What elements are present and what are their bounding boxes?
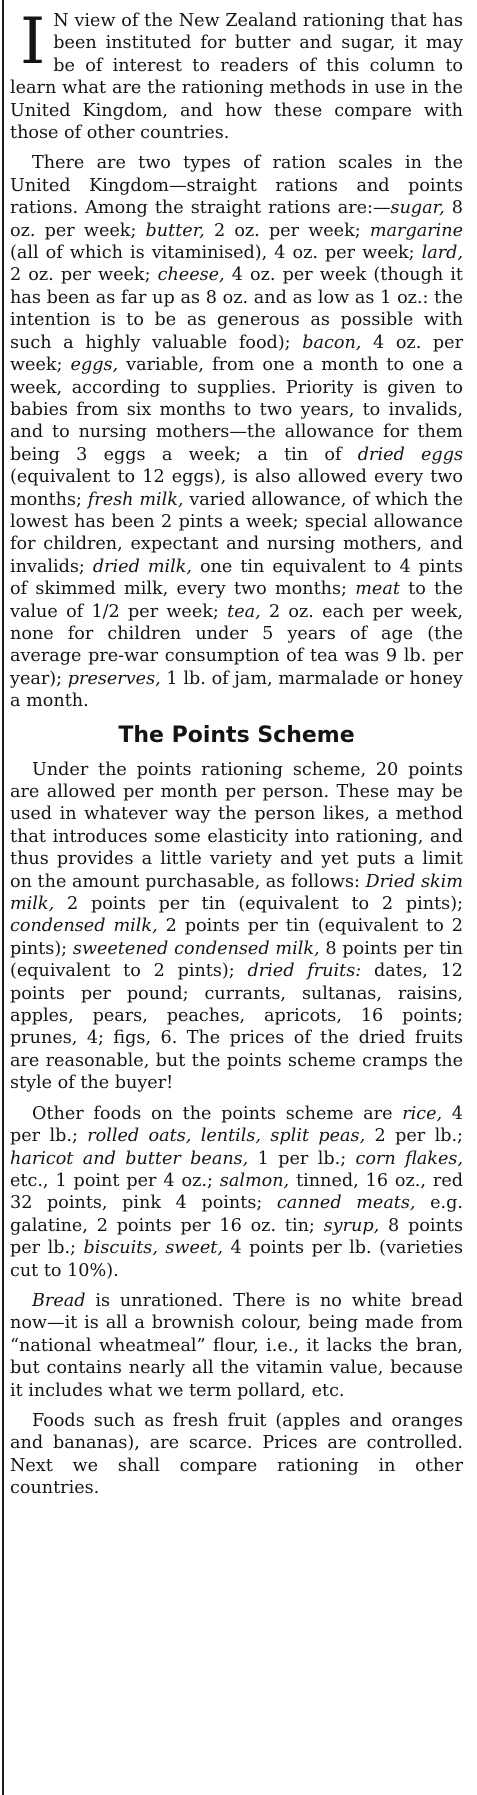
column-rule <box>2 0 4 1795</box>
intro-paragraph <box>10 5 463 144</box>
section-heading: The Points Scheme <box>118 722 355 748</box>
intro-text: N view of the New Zealand rationing that has been instituted for butter and sugar, it may be of interest to readers of this column to learn what are the rationing methods in use in the United Kingdom, and how these compare with those of other countries. <box>10 11 463 144</box>
other-foods-paragraph: Other foods on the points scheme are rice, 4 per lb.; rolled oats, lentils, split peas, 2 per lb.; haricot and butter beans, 1 per lb.; corn flakes, etc., 1 point per 4 oz.; salmon, tinned, 16 oz., red 32 points, pink 4 points; canned meats, e.g. galatine, 2 points per 16 oz. tin; syrup, 8 points per lb.; biscuits, sweet, 4 points per lb. (varieties cut to 10%). <box>10 1103 464 1281</box>
points-scheme-paragraph: Under the points rationing scheme, 20 points are allowed per month per person. These may be used in whatever way the person likes, a method that introduces some elasticity into rationing, and thus provides a little variety and yet puts a limit on the amount purchasable, as follows: Dried skim milk, 2 points per tin (equivalent to 2 pints); condensed milk, 2 points per tin (equivalent to 2 pints); sweetened condensed milk, 8 points per tin (equivalent to 2 pints); dried fruits: dates, 12 points per pound; currants, sultanas, raisins, apples, pears, peaches, apricots, 16 points; prunes, 4; figs, 6. The prices of the dried fruits are reasonable, but the points scheme cramps the style of the buyer! <box>10 759 463 1094</box>
article-column <box>10 5 464 1508</box>
bread-paragraph: Bread is unrationed. There is no white bread now—it is all a brownish colour, being made from “national wheatmeal” flour, i.e., it lacks the bran, but contains nearly all the vitamin value, because it includes what we term pollard, etc. <box>10 1290 463 1401</box>
straight-rations-paragraph: There are two types of ration scales in the United Kingdom—straight rations and points rations. Among the straight rations are:—sugar, 8 oz. per week; butter, 2 oz. per week; margarine (all of which is vitaminised), 4 oz. per week; lard, 2 oz. per week; cheese, 4 oz. per week (though it has been as far up as 8 oz. and as low as 1 oz.: the intention is to be as generous as possible with such a highly valuable food); bacon, 4 oz. per week; eggs, variable, from one a month to one a week, according to supplies. Priority is given to babies from six months to two years, to invalids, and to nursing mothers—the allowance for them being 3 eggs a week; a tin of dried eggs (equivalent to 12 eggs), is also allowed every two months; fresh milk, varied allowance, of which the lowest has been 2 pints a week; special allowance for children, expectant and nursing mothers, and invalids; dried milk, one tin equivalent to 4 pints of skimmed milk, every two months; meat to the value of 1/2 per week; tea, 2 oz. each per week, none for children under 5 years of age (the average pre-war consumption of tea was 9 lb. per year); preserves, 1 lb. of jam, marmalade or honey a month. <box>10 153 464 712</box>
closing-paragraph: Foods such as fresh fruit (apples and oranges and bananas), are scarce. Prices are controlled. Next we shall compare rationing in other countries. <box>10 1410 463 1499</box>
drop-cap: I <box>20 5 46 79</box>
